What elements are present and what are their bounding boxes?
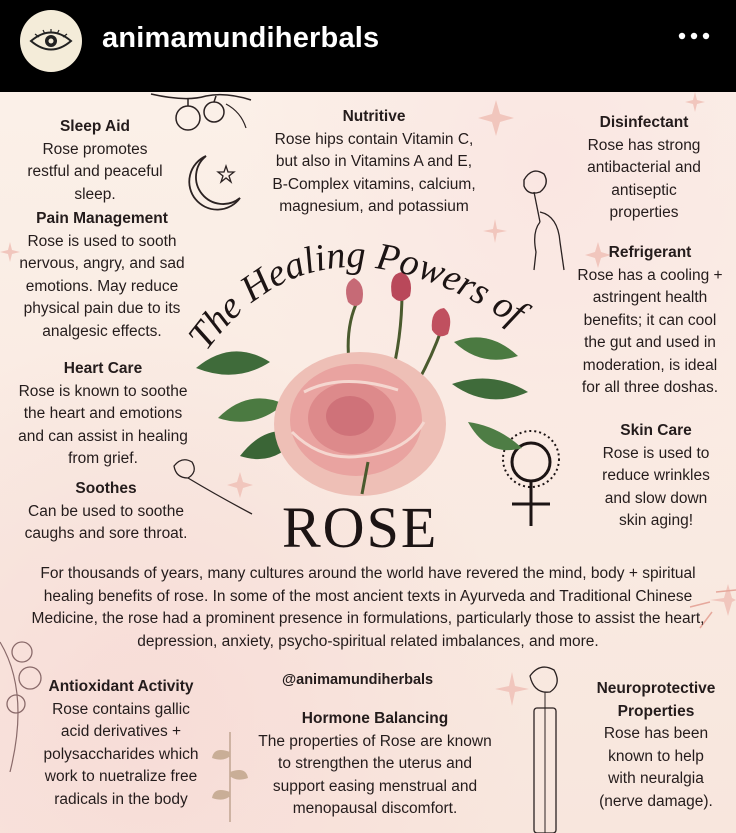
rose-jar-illustration-icon [516, 662, 576, 833]
section-title: Hormone Balancing [301, 710, 449, 727]
section-title: Antioxidant Activity [48, 678, 194, 695]
account-name[interactable]: animamundiherbals [102, 22, 380, 54]
eye-logo-icon [29, 28, 73, 54]
section-title: Nutritive [342, 108, 406, 125]
section-title: Properties [617, 702, 695, 720]
section-refrigerant: Refrigerant Rose has a cooling + astringent health benefits; it can cool the gut and used in moderation, is ideal for all three doshas. [564, 242, 736, 400]
section-antioxidant-activity: Antioxidant Activity Rose contains gallic acid derivatives + polysaccharides which work to nuetralize free radicals in the body [26, 676, 216, 811]
section-title: Disinfectant [599, 114, 689, 131]
instagram-handle: @animamundiherbals [282, 672, 434, 688]
section-skin-care: Skin Care Rose is used to reduce wrinkles and slow down skin aging! [582, 420, 730, 533]
section-sleep-aid: Sleep Aid Rose promotes restful and peaceful sleep. [2, 116, 188, 206]
section-title: Heart Care [63, 360, 143, 377]
post-header [0, 0, 736, 92]
rose-heading: ROSE [282, 495, 439, 560]
section-pain-management: Pain Management Rose is used to sooth nervous, angry, and sad emotions. May reduce physical pain due to its analgesic effects. [2, 208, 202, 343]
healing-powers-title [180, 202, 570, 372]
section-nutritive: Nutritive Rose hips contain Vitamin C, but also in Vitamins A and E, B-Complex vitamins, calcium, magnesium, and potassium [250, 106, 498, 219]
section-title: Refrigerant [608, 244, 692, 261]
section-title: Pain Management [36, 210, 168, 227]
profile-avatar[interactable] [20, 10, 82, 72]
section-hormone-balancing: Hormone Balancing The properties of Rose are known to strengthen the uterus and support easing menstrual and menopausal discomfort. [240, 708, 510, 821]
svg-text:The Healing Powers of: The Healing Powers of [180, 233, 533, 358]
section-title: Neuroprotective [596, 680, 716, 697]
section-neuroprotective-properties: Neuroprotective Properties Rose has been known to help with neuralgia (nerve damage). [576, 678, 736, 813]
section-heart-care: Heart Care Rose is known to soothe the heart and emotions and can assist in healing from grief. [0, 358, 206, 471]
section-soothes: Soothes Can be used to soothe caughs and sore throat. [6, 478, 206, 546]
more-horizontal-icon[interactable] [674, 24, 714, 54]
section-title: Soothes [75, 480, 137, 497]
section-disinfectant: Disinfectant Rose has strong antibacterial and antiseptic properties [566, 112, 722, 225]
section-title: Skin Care [620, 422, 692, 439]
post-image[interactable] [0, 92, 736, 833]
intro-paragraph: For thousands of years, many cultures around the world have revered the mind, body + spiritual healing benefits of rose. In some of the most ancient texts in Ayurveda and Traditional Chinese Medicine, the rose had a prominent presence in formulations, particularly those to assist the heart, depression, anxiety, psycho-spiritual related imbalances, and more. [31, 565, 705, 650]
section-title: Sleep Aid [59, 118, 131, 135]
